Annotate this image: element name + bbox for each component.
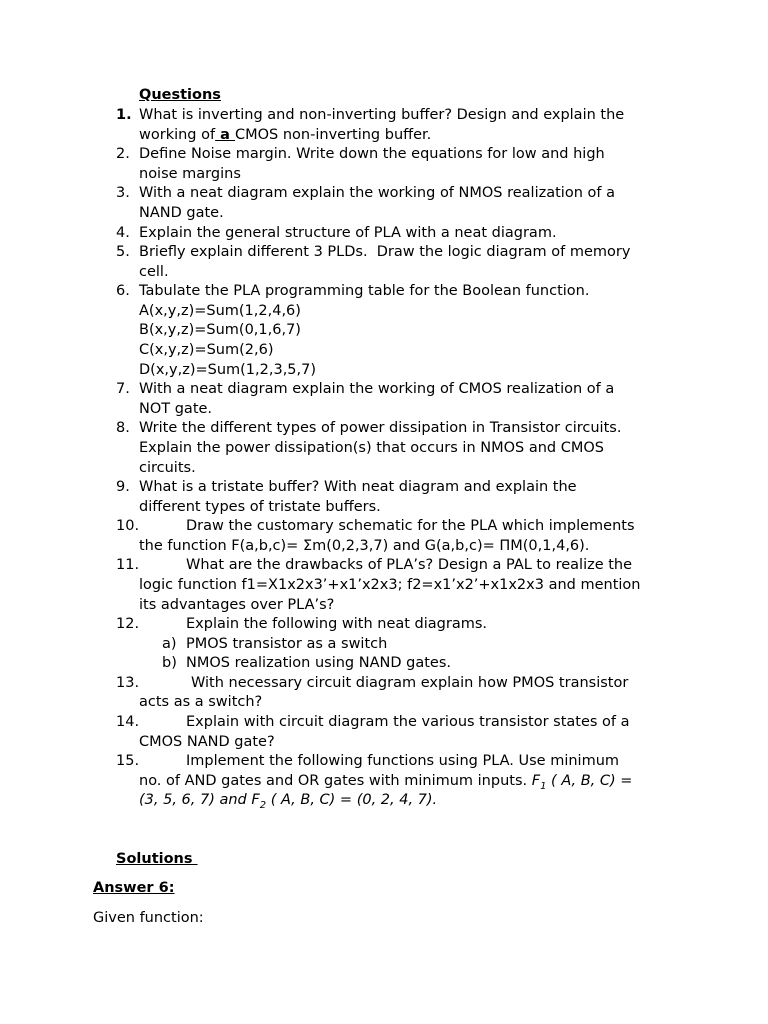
q2-line-1: Define Noise margin. Write down the equations for low and high bbox=[139, 146, 605, 162]
q6-function-d: D(x,y,z)=Sum(1,2,3,5,7) bbox=[139, 362, 317, 378]
q13-line-1: With necessary circuit diagram explain how PMOS transistor bbox=[191, 675, 629, 691]
q15-line-2a: no. of AND gates and OR gates with minimum inputs. bbox=[139, 773, 532, 789]
q9-line-2: different types of tristate buffers. bbox=[139, 499, 381, 515]
q12-subitem-b-label: b) bbox=[162, 655, 177, 671]
q6-function-c: C(x,y,z)=Sum(2,6) bbox=[139, 342, 274, 358]
q1-number: 1. bbox=[116, 107, 132, 123]
answer-6-heading: Answer 6: bbox=[93, 880, 175, 896]
q6-function-b: B(x,y,z)=Sum(0,1,6,7) bbox=[139, 322, 301, 338]
q14-number: 14. bbox=[116, 714, 140, 730]
q15-line-3c: ( A, B, C) = (0, 2, 4, 7). bbox=[266, 792, 438, 808]
q11-line-3: its advantages over PLA’s? bbox=[139, 597, 335, 613]
q3-number: 3. bbox=[116, 185, 130, 201]
q12-number: 12. bbox=[116, 616, 140, 632]
q12-subitem-a-label: a) bbox=[162, 636, 177, 652]
q12-subitem-a: PMOS transistor as a switch bbox=[186, 636, 388, 652]
q15-f1-letter: F bbox=[531, 773, 541, 789]
q8-line-3: circuits. bbox=[139, 460, 196, 476]
q10-line-2: the function F(a,b,c)= Σm(0,2,3,7) and G(a,b,c)= ΠM(0,1,4,6). bbox=[139, 538, 590, 554]
q10-number: 10. bbox=[116, 518, 140, 534]
q4-number: 4. bbox=[116, 225, 130, 241]
q4-line-1: Explain the general structure of PLA with a neat diagram. bbox=[139, 225, 557, 241]
q15-f2-subscript: 2 bbox=[259, 799, 267, 811]
q14-line-2: CMOS NAND gate? bbox=[139, 734, 275, 750]
q5-number: 5. bbox=[116, 244, 130, 260]
q15-f1-args: ( A, B, C) = bbox=[546, 773, 633, 789]
q11-line-1: What are the drawbacks of PLA’s? Design a PAL to realize the bbox=[186, 557, 633, 573]
q1-line-2a: working of bbox=[139, 127, 216, 143]
q12-subitem-b: NMOS realization using NAND gates. bbox=[186, 655, 451, 671]
q8-number: 8. bbox=[116, 420, 130, 436]
q11-number: 11. bbox=[116, 557, 140, 573]
given-function-label: Given function: bbox=[93, 910, 204, 926]
q6-line-1: Tabulate the PLA programming table for the Boolean function. bbox=[139, 283, 590, 299]
q13-line-2: acts as a switch? bbox=[139, 694, 263, 710]
q15-line-3 bbox=[139, 791, 437, 815]
q15-f1-subscript: 1 bbox=[540, 780, 547, 792]
questions-heading: Questions bbox=[139, 87, 221, 103]
q2-number: 2. bbox=[116, 146, 130, 162]
q8-line-1: Write the different types of power dissipation in Transistor circuits. bbox=[139, 420, 622, 436]
q15-number: 15. bbox=[116, 753, 140, 769]
q5-line-2: cell. bbox=[139, 264, 169, 280]
q9-number: 9. bbox=[116, 479, 130, 495]
q11-line-2: logic function f1=X1x2x3’+x1’x2x3; f2=x1’x2’+x1x2x3 and mention bbox=[139, 577, 641, 593]
q10-line-1: Draw the customary schematic for the PLA which implements bbox=[186, 518, 635, 534]
solutions-heading: Solutions bbox=[116, 851, 198, 867]
q1-line-2c: CMOS non-inverting buffer. bbox=[235, 127, 432, 143]
q15-line-1: Implement the following functions using PLA. Use minimum bbox=[186, 753, 620, 769]
q7-line-2: NOT gate. bbox=[139, 401, 213, 417]
q5-line-1: Briefly explain different 3 PLDs. Draw the logic diagram of memory bbox=[139, 244, 631, 260]
q13-number: 13. bbox=[116, 675, 140, 691]
q14-line-1: Explain with circuit diagram the various transistor states of a bbox=[186, 714, 630, 730]
q6-function-a: A(x,y,z)=Sum(1,2,4,6) bbox=[139, 303, 301, 319]
q6-number: 6. bbox=[116, 283, 130, 299]
q15-line-3a: (3, 5, 6, 7) and F bbox=[139, 792, 260, 808]
q12-line-1: Explain the following with neat diagrams. bbox=[186, 616, 488, 632]
q7-line-1: With a neat diagram explain the working of CMOS realization of a bbox=[139, 381, 615, 397]
q1-emphasis-a: a bbox=[215, 127, 235, 143]
q1-line-1: What is inverting and non-inverting buffer? Design and explain the bbox=[139, 107, 625, 123]
q9-line-1: What is a tristate buffer? With neat diagram and explain the bbox=[139, 479, 577, 495]
q2-line-2: noise margins bbox=[139, 166, 241, 182]
q3-line-2: NAND gate. bbox=[139, 205, 224, 221]
q1-line-2 bbox=[139, 126, 431, 145]
q8-line-2: Explain the power dissipation(s) that occurs in NMOS and CMOS bbox=[139, 440, 604, 456]
q7-number: 7. bbox=[116, 381, 130, 397]
q3-line-1: With a neat diagram explain the working of NMOS realization of a bbox=[139, 185, 615, 201]
